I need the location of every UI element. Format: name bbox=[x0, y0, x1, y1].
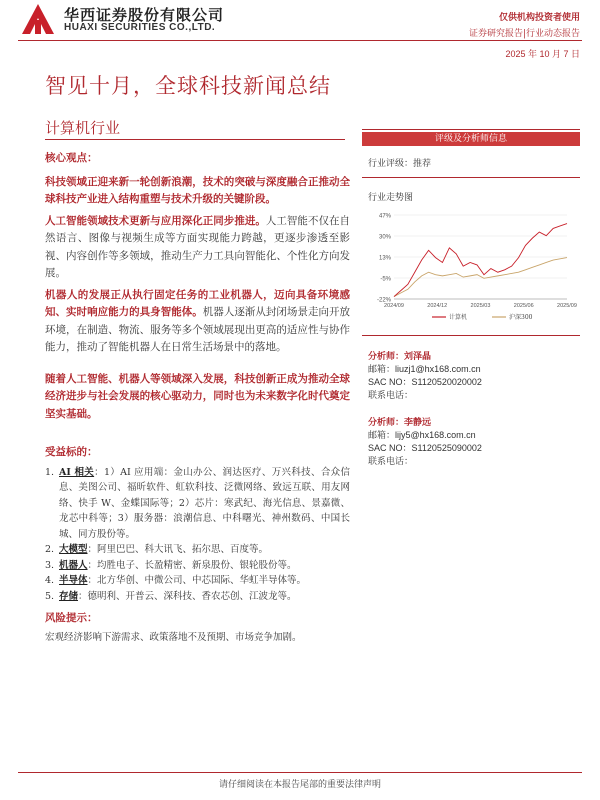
beneficiaries-list bbox=[45, 465, 350, 605]
y-tick-label: -5% bbox=[380, 276, 391, 283]
core-heading: 核心观点： bbox=[45, 152, 98, 164]
company-name-en: HUAXI SECURITIES CO.,LTD. bbox=[64, 22, 216, 33]
list-item-text: ：德明利、开普云、深科技、香农芯创、江波龙等。 bbox=[78, 590, 297, 602]
core-paragraph-2 bbox=[45, 213, 350, 283]
report-type-tag: 证券研究报告|行业动态报告 bbox=[468, 29, 580, 39]
analyst-email: 邮箱：liuzj1@hx168.com.cn bbox=[368, 364, 481, 374]
y-tick-label: 13% bbox=[378, 255, 391, 262]
analyst-sac: SAC NO：S1120520020002 bbox=[368, 377, 482, 387]
list-item-text: ：阿里巴巴、科大讯飞、拓尔思、百度等。 bbox=[87, 544, 269, 555]
x-tick-label: 2025/03 bbox=[470, 303, 491, 309]
core-p2-highlight: 人工智能领域技术更新与应用深化正同步推进。 bbox=[45, 214, 266, 227]
core-paragraph-3 bbox=[45, 287, 350, 357]
report-title: 智见十月，全球科技新闻总结 bbox=[45, 74, 331, 98]
list-item-category: 存储 bbox=[59, 590, 79, 602]
rating-divider bbox=[362, 177, 580, 178]
risk-section bbox=[45, 610, 350, 645]
list-item bbox=[45, 589, 350, 605]
y-tick-label: 30% bbox=[378, 234, 391, 241]
beneficiaries-section bbox=[45, 444, 350, 604]
list-item-text: ：均胜电子、长盈精密、新泉股份、银轮股份等。 bbox=[87, 559, 297, 571]
core-p2-body: 人工智能不仅在自然语言、图像与视频生成等方面实现能力跨越，更逐步渗透至影视、内容创作等多领域，推动生产力工具向智能化、个性化方向发展。 bbox=[45, 214, 350, 279]
list-number: 3. bbox=[45, 559, 55, 571]
list-item-category: 大模型 bbox=[59, 544, 88, 555]
analyst-name: 刘泽晶 bbox=[404, 352, 432, 362]
industry-name: 计算机行业 bbox=[45, 119, 121, 137]
x-tick-label: 2024/12 bbox=[427, 303, 448, 309]
core-paragraph-4: 随着人工智能、机器人等领域深入发展，科技创新正成为推动全球经济进步与社会发展的核心驱动力，同时也为未来数字化时代奠定坚实基础。 bbox=[45, 372, 350, 420]
analyst-card bbox=[362, 410, 580, 468]
audience-tag: 仅供机构投资者使用 bbox=[498, 13, 580, 23]
industry-trend-chart bbox=[362, 207, 580, 327]
analyst-phone: 联系电话： bbox=[368, 456, 414, 466]
company-name-cn: 华西证券股份有限公司 bbox=[64, 6, 225, 24]
beneficiaries-heading: 受益标的： bbox=[45, 446, 98, 458]
report-date: 2025 年 10 月 7 日 bbox=[505, 49, 580, 59]
sidebar-top-rule bbox=[362, 129, 580, 130]
analyst-name: 李静远 bbox=[404, 418, 432, 428]
list-item-text: ：1）AI 应用端：金山办公、润达医疗、万兴科技、合众信息、美图公司、福昕软件、虹软科技、泛微网络、致远互联、用友网络、快手 W、金蝶国际等；2）芯片：寒武纪、海光信息、景嘉微、龙芯中科等；3）服务器：浪潮信息、中科曙光、神州数码、中国长城、同方股份等。 bbox=[59, 466, 350, 540]
x-tick-label: 2025/06 bbox=[513, 303, 534, 309]
list-item-category: 半导体 bbox=[59, 575, 88, 586]
trend-chart-title: 行业走势图 bbox=[368, 193, 414, 203]
industry-divider bbox=[45, 139, 345, 140]
x-tick-label: 2024/09 bbox=[384, 303, 404, 309]
analyst-label: 分析师： bbox=[368, 352, 405, 362]
y-tick-label: -22% bbox=[376, 297, 391, 304]
list-number: 2. bbox=[45, 544, 55, 555]
y-tick-label: 47% bbox=[378, 213, 391, 220]
list-number: 5. bbox=[45, 590, 55, 602]
analyst-phone: 联系电话： bbox=[368, 390, 414, 400]
chart-divider bbox=[362, 335, 580, 336]
series-line bbox=[394, 224, 567, 297]
risk-text: 宏观经济影响下游需求、政策落地不及预期、市场竞争加剧。 bbox=[45, 631, 302, 643]
analyst-card bbox=[362, 344, 580, 402]
legal-notice: 请仔细阅读在本报告尾部的重要法律声明 bbox=[218, 780, 381, 790]
list-item bbox=[45, 558, 350, 574]
analyst-email: 邮箱：lijy5@hx168.com.cn bbox=[368, 430, 476, 440]
list-number: 4. bbox=[45, 575, 55, 586]
sidebar-heading: 评级及分析师信息 bbox=[362, 132, 580, 146]
x-tick-label: 2025/09 bbox=[557, 303, 577, 309]
header-divider bbox=[18, 40, 582, 41]
list-item-text: ：北方华创、中微公司、中芯国际、华虹半导体等。 bbox=[87, 575, 307, 586]
core-p3-highlight: 机器人的发展正从执行固定任务的工业机器人，迈向具备环境感知、实时响应能力的具身智能体。 bbox=[45, 288, 350, 318]
analyst-sac: SAC NO：S1120525090002 bbox=[368, 443, 482, 453]
company-logo bbox=[18, 2, 58, 36]
analyst-label: 分析师： bbox=[368, 418, 405, 428]
core-paragraph-1: 科技领域正迎来新一轮创新浪潮，技术的突破与深度融合正推动全球科技产业进入结构重塑与技术升级的关键阶段。 bbox=[45, 175, 350, 205]
legend-label: 沪深300 bbox=[509, 314, 533, 321]
analyst-sidebar bbox=[362, 129, 580, 468]
list-item-category: 机器人 bbox=[59, 559, 88, 571]
risk-heading: 风险提示： bbox=[45, 612, 98, 624]
list-item-category: AI 相关 bbox=[59, 466, 95, 478]
legend-label: 计算机 bbox=[449, 314, 468, 321]
industry-rating: 行业评级：推荐 bbox=[368, 159, 432, 169]
footer-divider bbox=[18, 772, 582, 773]
list-item bbox=[45, 542, 350, 558]
list-number: 1. bbox=[45, 466, 55, 478]
list-item bbox=[45, 465, 350, 543]
core-p3-body: 机器人逐渐从封闭场景走向开放环境，在制造、物流、服务等多个领域展现出更高的适应性与协作能力，推动了智能机器人在日常生活场景中的落地。 bbox=[45, 306, 351, 353]
core-viewpoints bbox=[45, 150, 350, 423]
list-item bbox=[45, 573, 350, 589]
